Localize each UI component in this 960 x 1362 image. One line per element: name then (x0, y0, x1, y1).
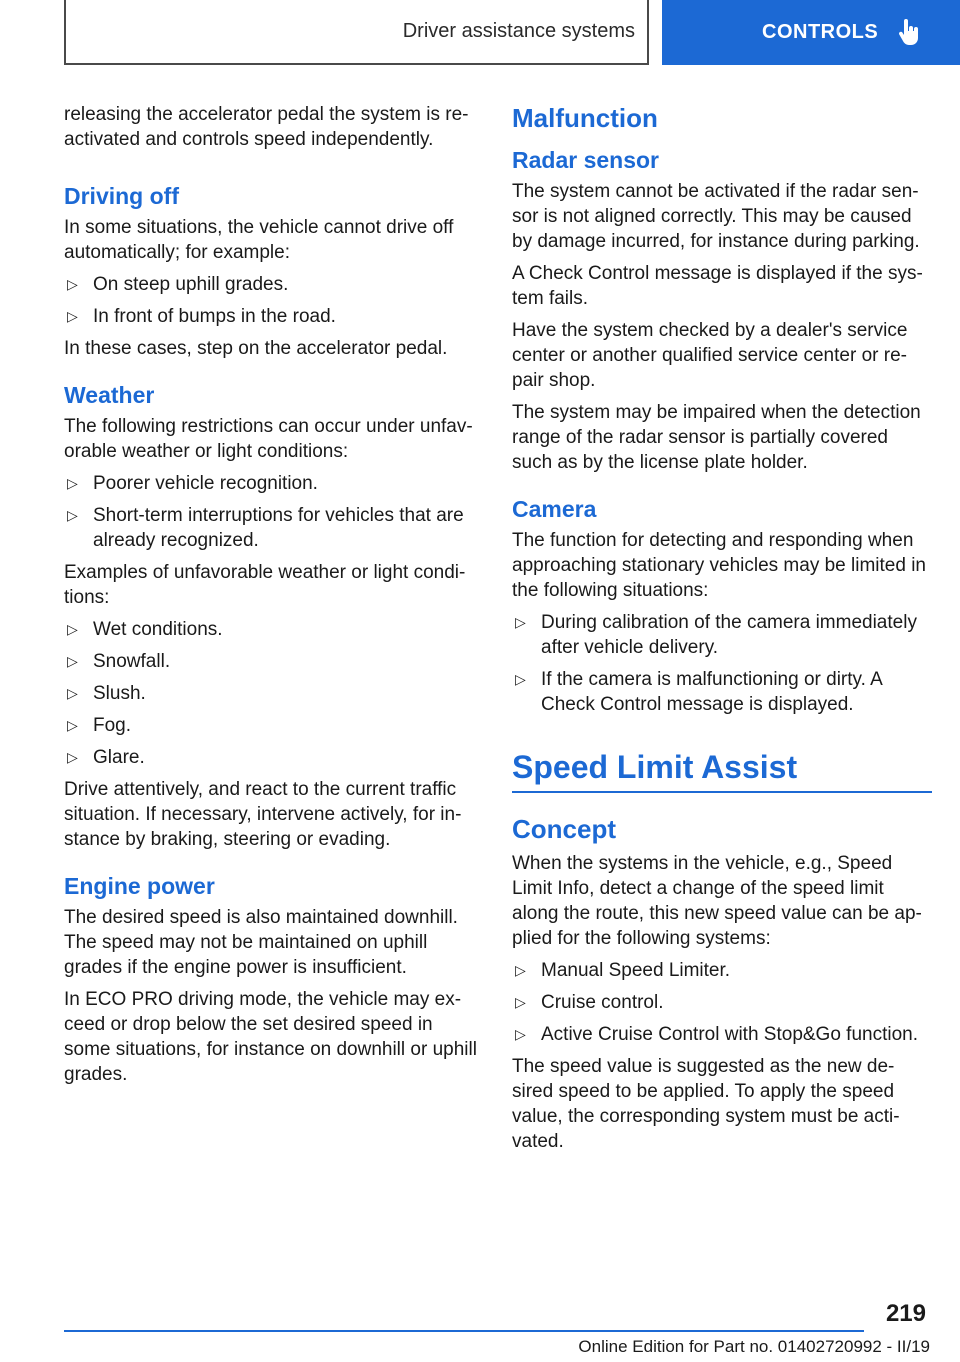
triangle-bullet-icon: ▷ (67, 308, 78, 324)
radar-p2: A Check Control message is displayed if the sys-tem fails. (512, 263, 923, 309)
list-item: ▷ Wet conditions. (67, 619, 223, 640)
heading-speed-limit-assist: Speed Limit Assist (512, 747, 932, 793)
list-item: ▷ Snowfall. (67, 651, 171, 672)
triangle-bullet-icon: ▷ (67, 685, 78, 701)
list-item: ▷ Fog. (67, 715, 132, 736)
camera-text: The function for detecting and responding when approaching stationary vehicles may be limited in the following situations: (512, 530, 926, 601)
driving-off-text: In some situations, the vehicle cannot drive off automatically; for example: (64, 217, 454, 263)
triangle-bullet-icon: ▷ (67, 653, 78, 669)
radar-p3: Have the system checked by a dealer's service center or another qualified service center or re-pair shop. (512, 320, 908, 391)
heading-engine-power: Engine power (64, 873, 215, 899)
weather-examples-list (64, 617, 482, 770)
heading-radar-sensor: Radar sensor (512, 147, 660, 173)
triangle-bullet-icon: ▷ (515, 671, 526, 687)
heading-camera: Camera (512, 496, 597, 522)
triangle-bullet-icon: ▷ (67, 276, 78, 292)
list-item: ▷ In front of bumps in the road. (67, 306, 336, 327)
heading-driving-off: Driving off (64, 183, 179, 209)
radar-p4: The system may be impaired when the detection range of the radar sensor is partially covered such as by the license plate holder. (512, 402, 921, 473)
header-section-box (64, 0, 649, 65)
list-item: ▷ On steep uphill grades. (67, 274, 289, 295)
weather-after: Drive attentively, and react to the current traffic situation. If necessary, intervene actively, for in-stance by braking, steering or evading. (64, 779, 462, 850)
list-item: ▷ Glare. (67, 747, 145, 768)
triangle-bullet-icon: ▷ (67, 717, 78, 733)
triangle-bullet-icon: ▷ (515, 614, 526, 630)
list-item: ▷ Poorer vehicle recognition. (67, 473, 318, 494)
triangle-bullet-icon: ▷ (67, 749, 78, 765)
list-item: ▷ Manual Speed Limiter. (515, 960, 731, 981)
heading-weather: Weather (64, 382, 155, 408)
header-section-title: Driver assistance systems (402, 20, 635, 42)
right-column (512, 102, 932, 1161)
weather-list (64, 471, 482, 553)
concept-list (512, 958, 932, 1047)
engine-power-p2: In ECO PRO driving mode, the vehicle may ex-ceed or drop below the set desired speed in some situations, for instance on downhill or uphill grades. (64, 989, 477, 1085)
list-item: ▷ Short-term interruptions for vehicles that are already recognized. (67, 505, 464, 551)
page-number: 219 (885, 1300, 926, 1327)
driving-off-after: In these cases, step on the accelerator pedal. (64, 338, 448, 359)
triangle-bullet-icon: ▷ (515, 962, 526, 978)
list-item: ▷ Slush. (67, 683, 146, 704)
triangle-bullet-icon: ▷ (515, 1026, 526, 1042)
heading-concept: Concept (512, 814, 616, 844)
triangle-bullet-icon: ▷ (515, 994, 526, 1010)
concept-text: When the systems in the vehicle, e.g., Speed Limit Info, detect a change of the speed limit along the route, this new speed value can be ap-plied for the following systems: (512, 853, 922, 949)
list-item: ▷ If the camera is malfunctioning or dirty. A Check Control message is displayed. (515, 669, 882, 715)
triangle-bullet-icon: ▷ (67, 621, 78, 637)
list-item: ▷ During calibration of the camera immediately after vehicle delivery. (515, 612, 917, 658)
hand-pointer-icon (898, 19, 920, 47)
intro-paragraph: releasing the accelerator pedal the system is re-activated and controls speed independently. (64, 104, 469, 150)
footer-edition: Online Edition for Part no. 01402720992 - II/19 (578, 1337, 930, 1356)
weather-text: The following restrictions can occur under unfav-orable weather or light conditions: (64, 416, 473, 462)
triangle-bullet-icon: ▷ (67, 475, 78, 491)
header-chapter-tab[interactable] (662, 0, 960, 65)
list-item: ▷ Cruise control. (515, 992, 664, 1013)
concept-after: The speed value is suggested as the new de-sired speed to be applied. To apply the speed value, the corresponding system must be acti-vated. (512, 1056, 900, 1152)
engine-power-p1: The desired speed is also maintained downhill. The speed may not be maintained on uphill grades if the engine power is insufficient. (64, 907, 458, 978)
driving-off-list (64, 272, 482, 329)
triangle-bullet-icon: ▷ (67, 507, 78, 523)
heading-malfunction: Malfunction (512, 103, 658, 133)
left-column (64, 102, 482, 1094)
radar-p1: The system cannot be activated if the radar sen-sor is not aligned correctly. This may be caused by damage incurred, for instance during parking. (512, 181, 920, 252)
footer-divider (64, 1330, 864, 1332)
weather-examples: Examples of unfavorable weather or light condi-tions: (64, 562, 466, 608)
header-chapter-title: CONTROLS (762, 21, 879, 43)
camera-list (512, 610, 932, 717)
list-item: ▷ Active Cruise Control with Stop&Go function. (515, 1024, 919, 1045)
